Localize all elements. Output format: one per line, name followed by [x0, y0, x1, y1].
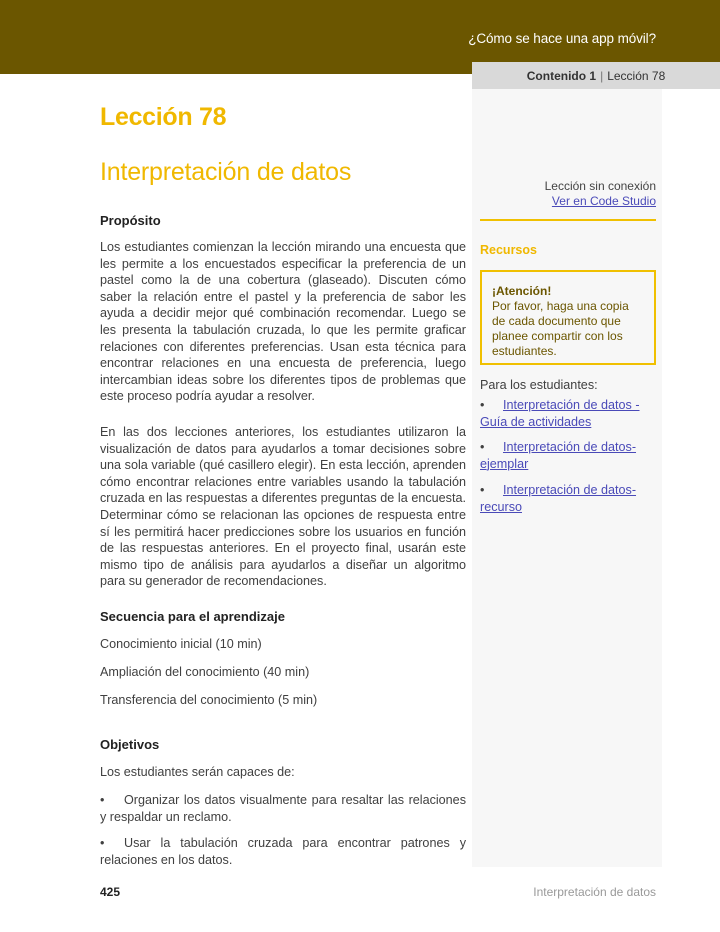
- purpose-paragraph-2: En las dos lecciones anteriores, los estudiantes utilizaron la visualización de datos para ayudarlos a tomar decisiones sobre una sola variable (qué casillero elegir). En esta lección, aprenden cómo encontrar relaciones entre variables usando la tabulación cruzada en las respuestas a diferentes preguntas de la encuesta. Determinar cómo se relacionan las opciones de respuesta entre sí les permitirá hacer predicciones sobre los usuarios en función de las respuestas anteriores. En el proyecto final, usarán este mismo tipo de análisis para ayudarlos a diseñar un algoritmo para su generador de recomendaciones.: [100, 425, 466, 589]
- resource-link-exemplar[interactable]: Interpretación de datos- ejemplar: [480, 440, 637, 471]
- resource-link-resource[interactable]: Interpretación de datos- recurso: [480, 483, 637, 514]
- bullet-icon: •: [100, 793, 105, 807]
- students-label: Para los estudiantes:: [480, 378, 598, 392]
- bullet-icon: •: [100, 836, 105, 850]
- objectives-intro: Los estudiantes serán capaces de:: [100, 765, 295, 779]
- resources-heading: Recursos: [480, 243, 537, 257]
- breadcrumb-lesson: Lección 78: [607, 68, 666, 83]
- sequence-item: Ampliación del conocimiento (40 min): [100, 665, 310, 679]
- breadcrumb-content: Contenido 1: [526, 68, 597, 83]
- sequence-item: Conocimiento inicial (10 min): [100, 637, 262, 651]
- page-number: 425: [100, 885, 121, 899]
- sequence-heading: Secuencia para el aprendizaje: [100, 609, 285, 624]
- code-studio-link[interactable]: Ver en Code Studio: [551, 194, 656, 208]
- objective-item: • Organizar los datos visualmente para resaltar las relaciones y respaldar un reclamo.: [100, 793, 466, 824]
- resource-item: [480, 439, 660, 472]
- course-title: ¿Cómo se hace una app móvil?: [468, 31, 656, 46]
- breadcrumb-separator: |: [600, 68, 604, 83]
- objectives-heading: Objetivos: [100, 737, 160, 752]
- lesson-number: Lección 78: [100, 103, 227, 131]
- resource-item: [480, 397, 660, 430]
- purpose-heading: Propósito: [100, 213, 161, 228]
- offline-label: Lección sin conexión: [544, 179, 656, 193]
- breadcrumb: [472, 62, 720, 89]
- attention-callout: [480, 270, 656, 365]
- divider: [480, 219, 656, 221]
- resource-link-activity-guide[interactable]: Interpretación de datos - Guía de actividades: [480, 398, 640, 429]
- sequence-item: Transferencia del conocimiento (5 min): [100, 693, 318, 707]
- bullet-icon: •: [480, 398, 485, 412]
- attention-body: Por favor, haga una copia de cada documento que planee compartir con los estudiantes.: [492, 299, 629, 358]
- lesson-title: Interpretación de datos: [100, 158, 352, 186]
- running-title: Interpretación de datos: [533, 885, 656, 899]
- attention-title: ¡Atención!: [492, 284, 552, 298]
- bullet-icon: •: [480, 440, 485, 454]
- resource-item: [480, 482, 660, 515]
- offline-lesson-box: [545, 179, 656, 209]
- objective-item: • Usar la tabulación cruzada para encontrar patrones y relaciones en los datos.: [100, 836, 466, 867]
- bullet-icon: •: [480, 483, 485, 497]
- purpose-paragraph-1: Los estudiantes comienzan la lección mirando una encuesta que les permite a los encuestados especificar la preferencia de un pastel como la de una cobertura (glaseado). Discuten cómo saber la relación entre el pastel y la preferencia de sabor les ayuda a decidir mejor qué combinación recomendar. Luego se les presenta la tabulación cruzada, lo que les permite graficar relaciones con diferentes preferencias. Usan esta técnica para encontrar relaciones en una encuesta de preferencia, luego intercambian ideas sobre los diferentes tipos de problemas que este proceso podría ayudar a resolver.: [100, 240, 466, 404]
